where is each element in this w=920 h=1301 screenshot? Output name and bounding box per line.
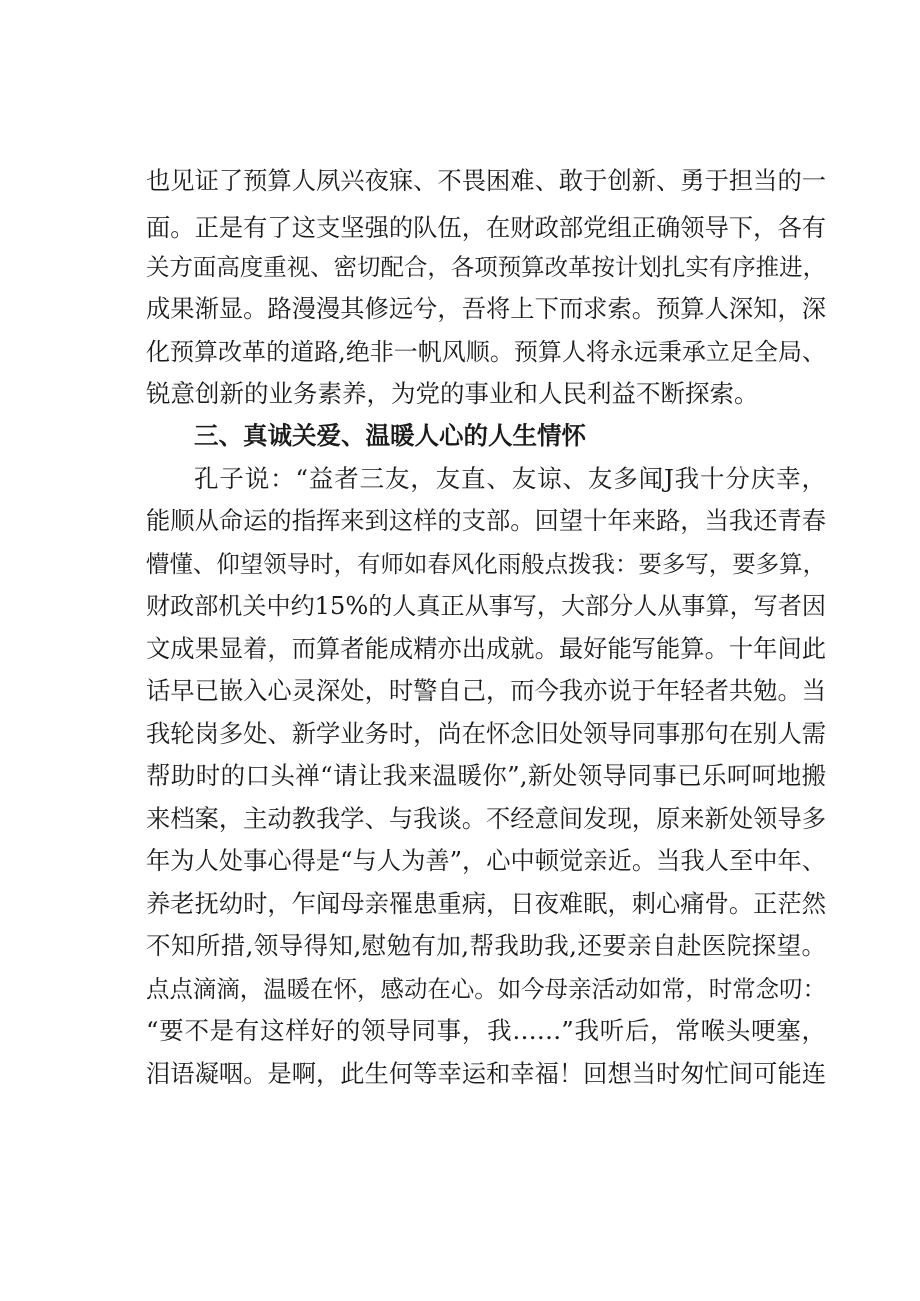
paragraph-line: 懵懂、仰望领导时，有师如春风化雨般点拨我：要多写，要多算， [146,550,826,578]
paragraph-line: 年为人处事心得是“与人为善”，心中顿觉亲近。当我人至中年、 [146,846,826,875]
paragraph-line: 帮助时的口头禅“请让我来温暖你”,新处领导同事已乐呵呵地搬 [146,761,826,790]
paragraph-line: “要不是有这样好的领导同事，我……”我听后，常喉头哽塞， [146,1016,826,1045]
paragraph-line: 面。正是有了这支坚强的队伍，在财政部党组正确领导下，各有 [146,213,826,242]
paragraph-line: 点点滴滴，温暖在怀，感动在心。如今母亲活动如常，时常念叨： [146,975,826,1003]
paragraph-line: 来档案，主动教我学、与我谈。不经意间发现，原来新处领导多 [146,804,826,833]
section-heading: 三、真诚关爱、温暖人心的人生情怀 [194,421,586,450]
paragraph-line: 话早已嵌入心灵深处，时警自己，而今我亦说于年轻者共勉。当 [146,676,826,705]
paragraph-line: 关方面高度重视、密切配合，各项预算改革按计划扎实有序推进， [146,253,826,281]
paragraph-line: 文成果显着，而算者能成精亦出成就。最好能写能算。十年间此 [146,634,826,663]
paragraph-line: 能顺从命运的指挥来到这样的支部。回望十年来路，当我还青春 [146,506,826,535]
paragraph-line: 化预算改革的道路,绝非一帆风顺。预算人将永远秉承立足全局、 [146,338,826,366]
paragraph-line: 养老抚幼时，乍闻母亲罹患重病，日夜难眠，刺心痛骨。正茫然 [146,889,826,918]
paragraph-line: 锐意创新的业务素养，为党的事业和人民利益不断探索。 [146,379,759,408]
paragraph-line: 成果渐显。路漫漫其修远兮，吾将上下而求索。预算人深知，深 [146,294,826,323]
paragraph-line: 不知所措,领导得知,慰勉有加,帮我助我,还要亲自赴医院探望。 [146,931,826,960]
paragraph-line: 我轮岗多处、新学业务时，尚在怀念旧处领导同事那句在别人需 [146,719,826,748]
paragraph-line: 也见证了预算人夙兴夜寐、不畏困难、敢于创新、勇于担当的一 [146,166,826,195]
paragraph-line: 泪语凝咽。是啊，此生何等幸运和幸福！回想当时匆忙间可能连 [146,1059,826,1088]
paragraph-line: 孔子说：“益者三友，友直、友谅、友多闻J我十分庆幸， [194,464,826,493]
paragraph-line: 财政部机关中约15%的人真正从事写，大部分人从事算，写者因 [146,592,826,620]
